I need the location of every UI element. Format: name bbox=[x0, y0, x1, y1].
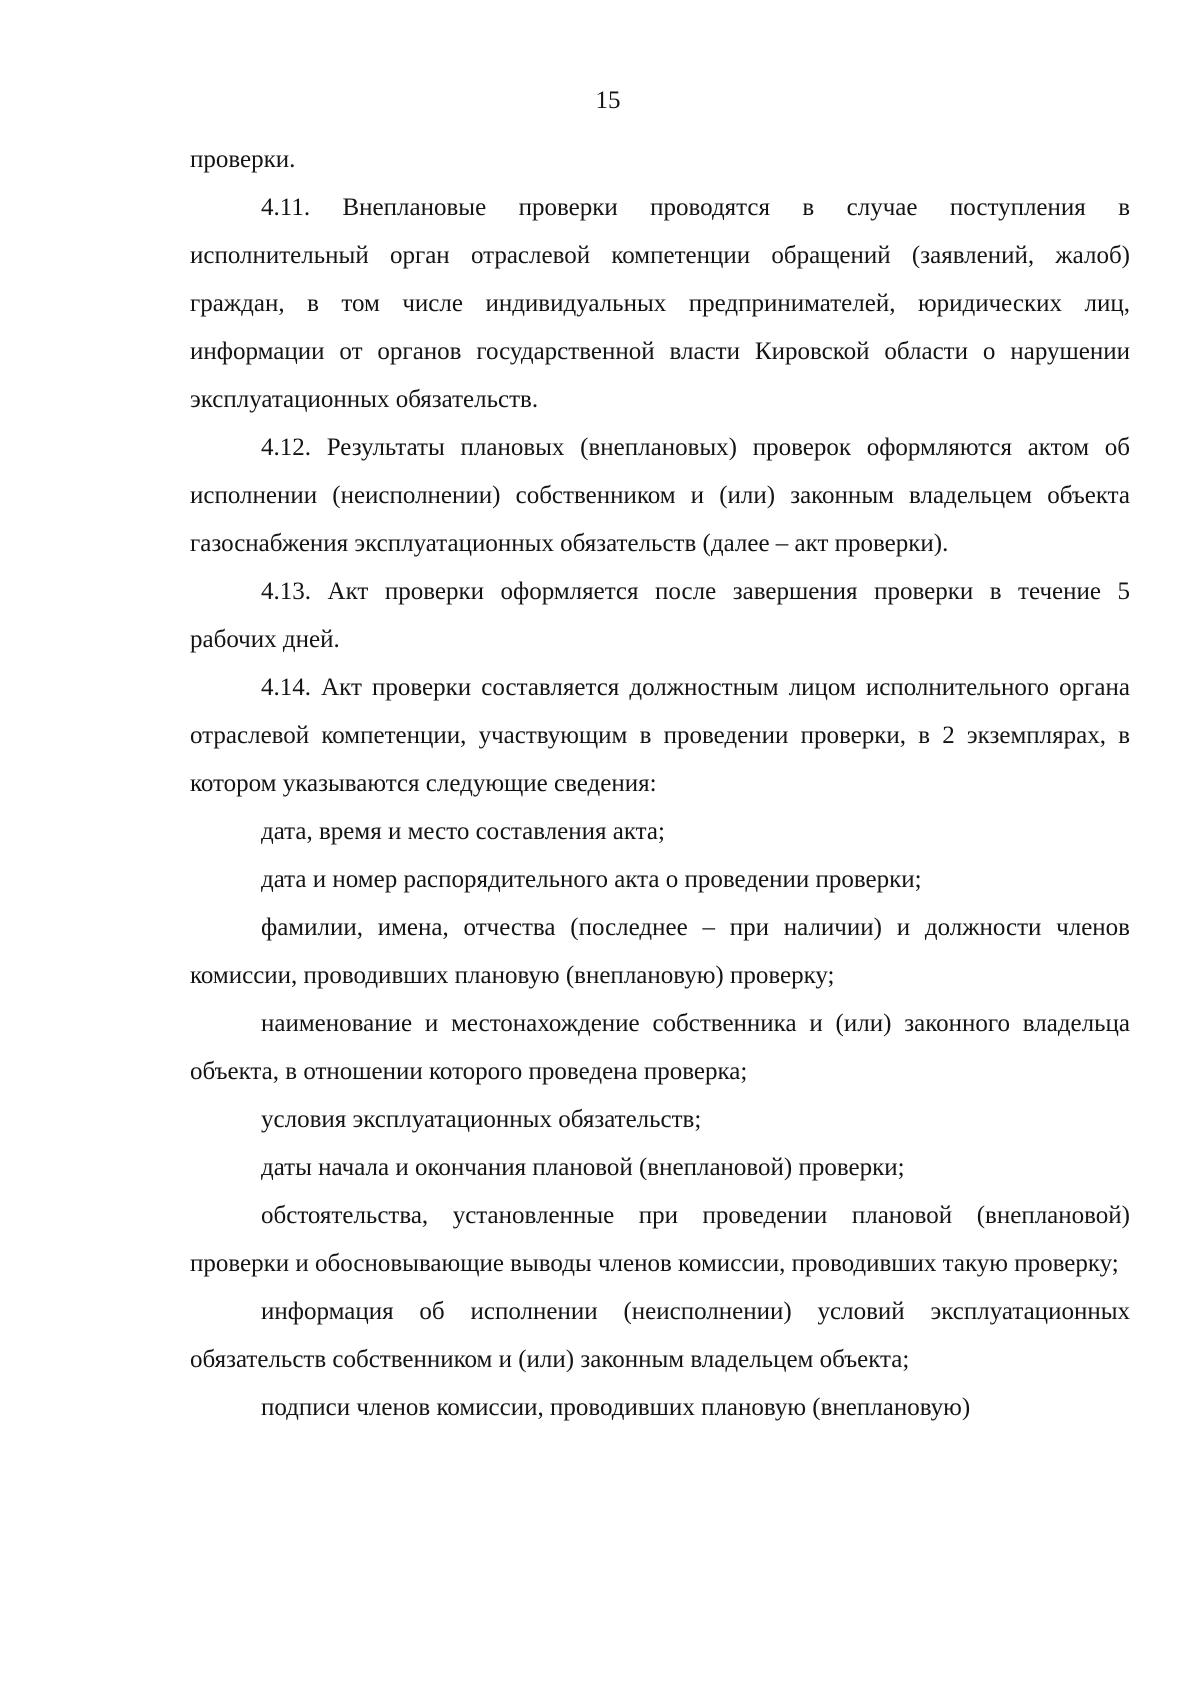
paragraph-4-14: 4.14. Акт проверки составляется должностным лицом исполнительного органа отраслевой компетенции, участвующим в проведении проверки, в 2 экземплярах, в котором указываются следующие сведения: bbox=[190, 674, 1130, 797]
list-item-date-time-place: дата, время и место составления акта; bbox=[261, 818, 665, 845]
list-item-commission-members: фамилии, имена, отчества (последнее – при наличии) и должности членов комиссии, проводивших плановую (внеплановую) проверку; bbox=[190, 914, 1130, 989]
list-item-circumstances: обстоятельства, установленные при проведении плановой (внеплановой) проверки и обосновывающие выводы членов комиссии, проводивших такую проверку; bbox=[190, 1202, 1130, 1277]
list-item-obligation-conditions: условия эксплуатационных обязательств; bbox=[261, 1106, 702, 1133]
paragraph-4-12: 4.12. Результаты плановых (внеплановых) проверок оформляются актом об исполнении (неисполнении) собственником и (или) законным владельцем объекта газоснабжения эксплуатационных обязательств (далее – акт проверки). bbox=[190, 434, 1130, 557]
paragraph-4-13: 4.13. Акт проверки оформляется после завершения проверки в течение 5 рабочих дней. bbox=[190, 578, 1130, 653]
paragraph-continuation: проверки. bbox=[190, 146, 296, 173]
list-item-owner-name-location: наименование и местонахождение собственника и (или) законного владельца объекта, в отношении которого проведена проверка; bbox=[190, 1010, 1130, 1085]
list-item-inspection-dates: даты начала и окончания плановой (внеплановой) проверки; bbox=[261, 1154, 905, 1181]
list-item-order-number: дата и номер распорядительного акта о проведении проверки; bbox=[261, 866, 922, 893]
list-item-signatures: подписи членов комиссии, проводивших плановую (внеплановую) bbox=[261, 1394, 971, 1421]
page-number: 15 bbox=[595, 87, 621, 114]
document-body bbox=[190, 136, 1130, 1432]
list-item-fulfillment-info: информация об исполнении (неисполнении) условий эксплуатационных обязательств собственником и (или) законным владельцем объекта; bbox=[190, 1298, 1130, 1373]
paragraph-4-11: 4.11. Внеплановые проверки проводятся в случае поступления в исполнительный орган отраслевой компетенции обращений (заявлений, жалоб) граждан, в том числе индивидуальных предпринимателей, юридических лиц, информации от органов государственной власти Кировской области о нарушении эксплуатационных обязательств. bbox=[190, 194, 1130, 413]
